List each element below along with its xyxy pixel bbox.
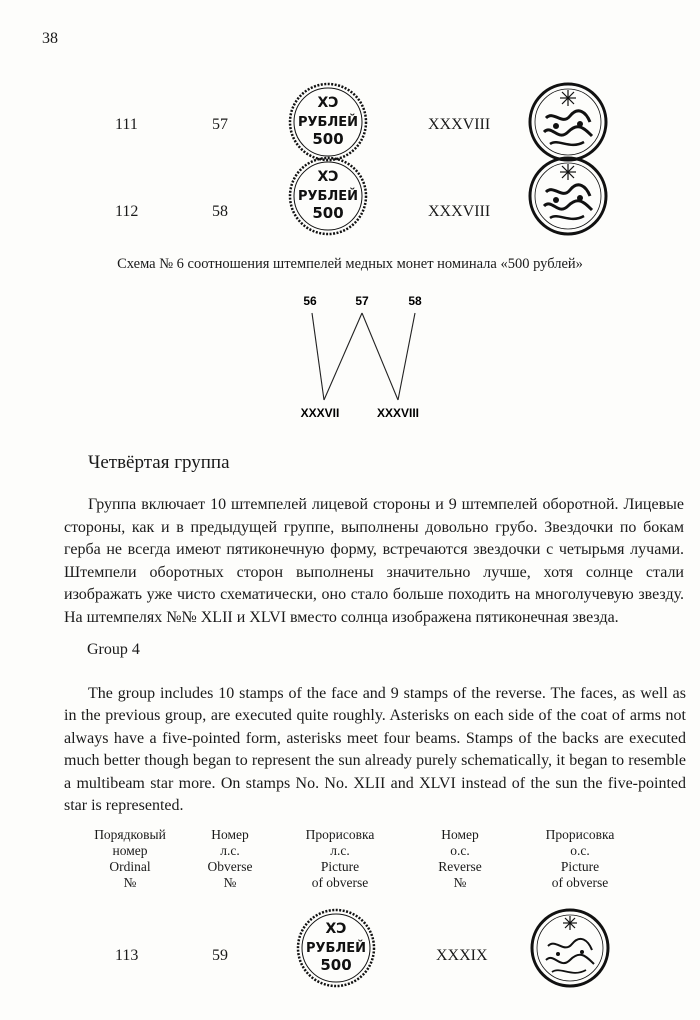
scheme-caption: Схема № 6 соотношения штемпелей медных монет номинала «500 рублей»: [117, 256, 583, 272]
row-reverse-number: XXXVIII: [428, 116, 491, 133]
table-header-reverse-picture: Прорисовка о.с. Picture of obverse: [545, 827, 615, 890]
scheme-top-label: 56: [303, 294, 317, 308]
page-number: 38: [42, 30, 58, 47]
obverse-coin-drawing: [288, 156, 368, 241]
scheme-bottom-label: XXXVII: [300, 406, 340, 420]
reverse-coin-drawing: [528, 82, 608, 167]
row-reverse-number: XXXVIII: [428, 203, 491, 220]
section-title: Четвёртая группа: [88, 452, 230, 473]
table-header-ordinal: Порядковый номер Ordinal №: [94, 827, 166, 890]
row-reverse-number: XXXIX: [436, 947, 488, 964]
obverse-coin-drawing: [288, 82, 368, 167]
svg-text:500: 500: [312, 204, 344, 222]
svg-text:XƆ: XƆ: [317, 95, 339, 111]
table-header-obverse-picture: Прорисовка л.с. Picture of obverse: [305, 827, 375, 890]
row-ordinal: 113: [115, 947, 139, 964]
svg-text:РУБЛЕЙ: РУБЛЕЙ: [297, 115, 359, 130]
svg-text:РУБЛЕЙ: РУБЛЕЙ: [297, 189, 359, 204]
paragraph-en: The group includes 10 stamps of the face and 9 stamps of the reverse. The faces, as well as in the previous group, are executed quite roughly. Asterisks on each side of the coat of arms not always have a five-pointed form, asterisks meet four beams. Stamps of the backs are executed much better though began to represent the sun already purely schematically, it began to resemble a multibeam star more. On stamps No. No. XLII and XLVI instead of the sun the five-pointed star is represented.: [64, 685, 686, 815]
table-header-obverse-number: Номер л.с. Obverse №: [207, 827, 253, 890]
row-obverse-number: 57: [212, 116, 228, 133]
scheme-connections: [312, 313, 415, 400]
paragraph-ru: Группа включает 10 штемпелей лицевой стороны и 9 штемпелей оборотной. Лицевые стороны, как и в предыдущей группе, выполнены довольно грубо. Звездочки по бокам герба не всегда имеют пятиконечную форму, встречаются звездочки с четырьмя лучами. Штемпели оборотных сторон выполнены значительно лучше, хотя солнце стали изображать уже чисто схематически, оно стало больше походить на многолучевую звезду. На штемпелях №№ XLII и XLVI вместо солнца изображена пятиконечная звезда.: [64, 496, 684, 626]
row-obverse-number: 58: [212, 203, 228, 220]
svg-text:500: 500: [320, 956, 352, 974]
svg-text:РУБЛЕЙ: РУБЛЕЙ: [305, 941, 367, 956]
svg-text:XƆ: XƆ: [317, 169, 339, 185]
scheme-bottom-label: XXXVIII: [376, 406, 420, 420]
scheme-diagram: [290, 288, 440, 428]
row-ordinal: 112: [115, 203, 139, 220]
reverse-coin-drawing: [528, 156, 608, 241]
row-obverse-number: 59: [212, 947, 228, 964]
scheme-top-label: 58: [408, 294, 422, 308]
reverse-coin-drawing: [530, 908, 610, 993]
table-header-reverse-number: Номер о.с. Reverse №: [438, 827, 482, 890]
group-title-en: Group 4: [87, 641, 140, 658]
row-ordinal: 111: [115, 116, 138, 133]
svg-text:XƆ: XƆ: [325, 921, 347, 937]
obverse-coin-drawing: [296, 908, 376, 993]
scheme-top-label: 57: [355, 294, 369, 308]
svg-text:500: 500: [312, 130, 344, 148]
